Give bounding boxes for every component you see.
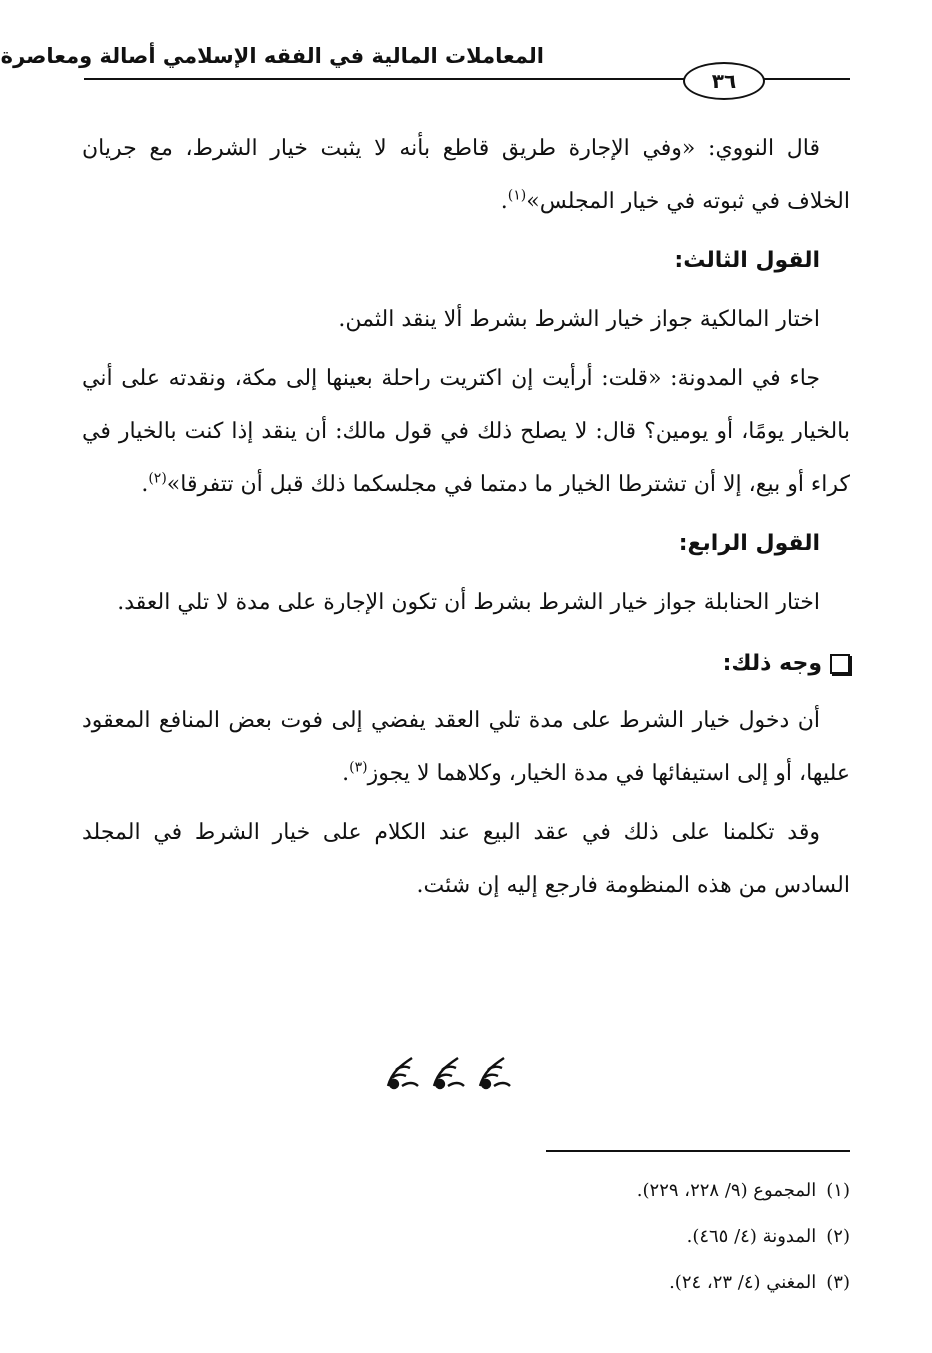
footnote-1 xyxy=(350,1168,850,1214)
paragraph-text: أن دخول خيار الشرط على مدة تلي العقد يفضي إلى فوت بعض المنافع المعقود عليها، أو إلى استيفائها في مدة الخيار، وكلاهما لا يجوز xyxy=(82,708,850,786)
paragraph-end: . xyxy=(342,761,350,786)
paragraph-maliki: اختار المالكية جواز خيار الشرط بشرط ألا ينقد الثمن. xyxy=(338,307,820,332)
paragraph-end: . xyxy=(141,472,149,497)
footnote-3 xyxy=(350,1260,850,1306)
footnote-text: المغني (٤/ ٢٣، ٢٤). xyxy=(669,1272,817,1293)
heading-reason-label: وجه ذلك: xyxy=(722,651,822,676)
square-bullet-icon xyxy=(830,654,850,674)
paragraph-mudawwana xyxy=(82,352,850,511)
footnote-number: (١) xyxy=(826,1180,850,1201)
footnote-number: (٢) xyxy=(826,1226,850,1247)
footnote-ref: (٢) xyxy=(148,470,167,487)
footnote-ref: (١) xyxy=(507,187,527,204)
paragraph-end: . xyxy=(500,189,508,214)
paragraph-reason xyxy=(82,694,850,800)
footnote-rule xyxy=(546,1150,850,1152)
paragraph-text: جاء في المدونة: «قلت: أرأيت إن اكتريت راحلة بعينها إلى مكة، ونقدته على أني بالخيار يومًا، أو يومين؟ قال: لا يصلح ذلك في قول مالك: أن ينقد إذا كنت بالخيار في كراء أو بيع، إلا أن تشترطا الخيار ما دمتما في مجلسكما ذلك قبل أن تتفرقا» xyxy=(82,366,850,497)
footnote-text: المجموع (٩/ ٢٢٨، ٢٢٩). xyxy=(636,1180,817,1201)
paragraph-cross-reference: وقد تكلمنا على ذلك في عقد البيع عند الكلام على خيار الشرط في المجلد السادس من هذه المنظومة فارجع إليه إن شئت. xyxy=(82,820,850,898)
footnote-2 xyxy=(350,1214,850,1260)
paragraph-text: قال النووي: «وفي الإجارة طريق قاطع بأنه لا يثبت خيار الشرط، مع جريان الخلاف في ثبوته في خيار المجلس» xyxy=(82,136,850,214)
running-title: المعاملات المالية في الفقه الإسلامي أصالة ومعاصرة xyxy=(0,44,544,68)
paragraph-nawawi xyxy=(82,122,850,228)
footnote-number: (٣) xyxy=(826,1272,850,1293)
page-number: ٣٦ xyxy=(683,62,765,100)
footnote-ref: (٣) xyxy=(349,759,368,776)
section-ornament-icon xyxy=(382,1052,512,1092)
main-text xyxy=(82,122,850,918)
heading-third-opinion: القول الثالث: xyxy=(674,248,820,273)
footnote-text: المدونة (٤/ ٤٦٥). xyxy=(686,1226,817,1247)
footnotes xyxy=(350,1168,850,1306)
heading-fourth-opinion: القول الرابع: xyxy=(678,531,820,556)
heading-reason xyxy=(82,637,850,690)
paragraph-hanbali: اختار الحنابلة جواز خيار الشرط بشرط أن تكون الإجارة على مدة لا تلي العقد. xyxy=(117,590,820,615)
